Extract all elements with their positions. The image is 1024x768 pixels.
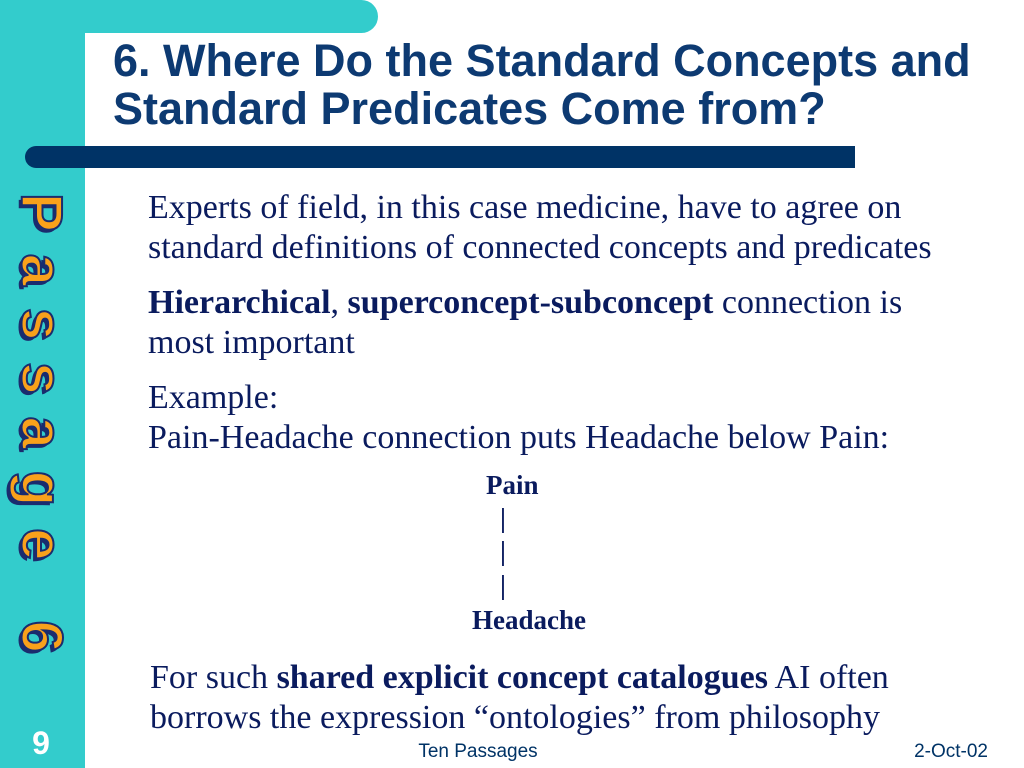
slide-title-line-1: 6. Where Do the Standard Concepts and [113, 35, 971, 86]
diagram-node-top: Pain [486, 470, 539, 500]
example-text: Pain-Headache connection puts Headache below Pain: [148, 419, 890, 456]
paragraph-hierarchical [148, 283, 948, 363]
footer-title: Ten Passages [418, 741, 538, 762]
paragraph-text: connection is most important [148, 284, 903, 361]
paragraph-example [148, 378, 948, 458]
emphasis-catalogues: shared explicit concept catalogues [276, 659, 768, 696]
emphasis-hierarchical: Hierarchical [148, 284, 331, 321]
diagram-connector: | [500, 536, 506, 566]
slide-title [113, 37, 971, 133]
diagram-connector: | [500, 503, 506, 533]
paragraph-text: AI often borrows the expression “ontologies” from philosophy [150, 659, 889, 736]
footer-date: 2-Oct-02 [914, 741, 988, 762]
slide-title-line-2: Standard Predicates Come from? [113, 83, 826, 134]
diagram-connector: | [500, 570, 506, 600]
page-number: 9 [32, 725, 50, 761]
separator-text: , [330, 284, 348, 321]
top-accent-bar [0, 0, 378, 33]
paragraph-experts: Experts of field, in this case medicine, have to agree on standard definitions of connected concepts and predicates [148, 189, 932, 266]
vertical-passage-label: Passage 6 [9, 193, 74, 675]
example-heading: Example: [148, 379, 279, 416]
diagram-node-bottom: Headache [472, 605, 586, 635]
title-underline-bar [25, 146, 855, 168]
emphasis-superconcept: superconcept-subconcept [347, 284, 714, 321]
paragraph-text: For such [150, 659, 277, 696]
paragraph-ontologies [150, 658, 950, 738]
